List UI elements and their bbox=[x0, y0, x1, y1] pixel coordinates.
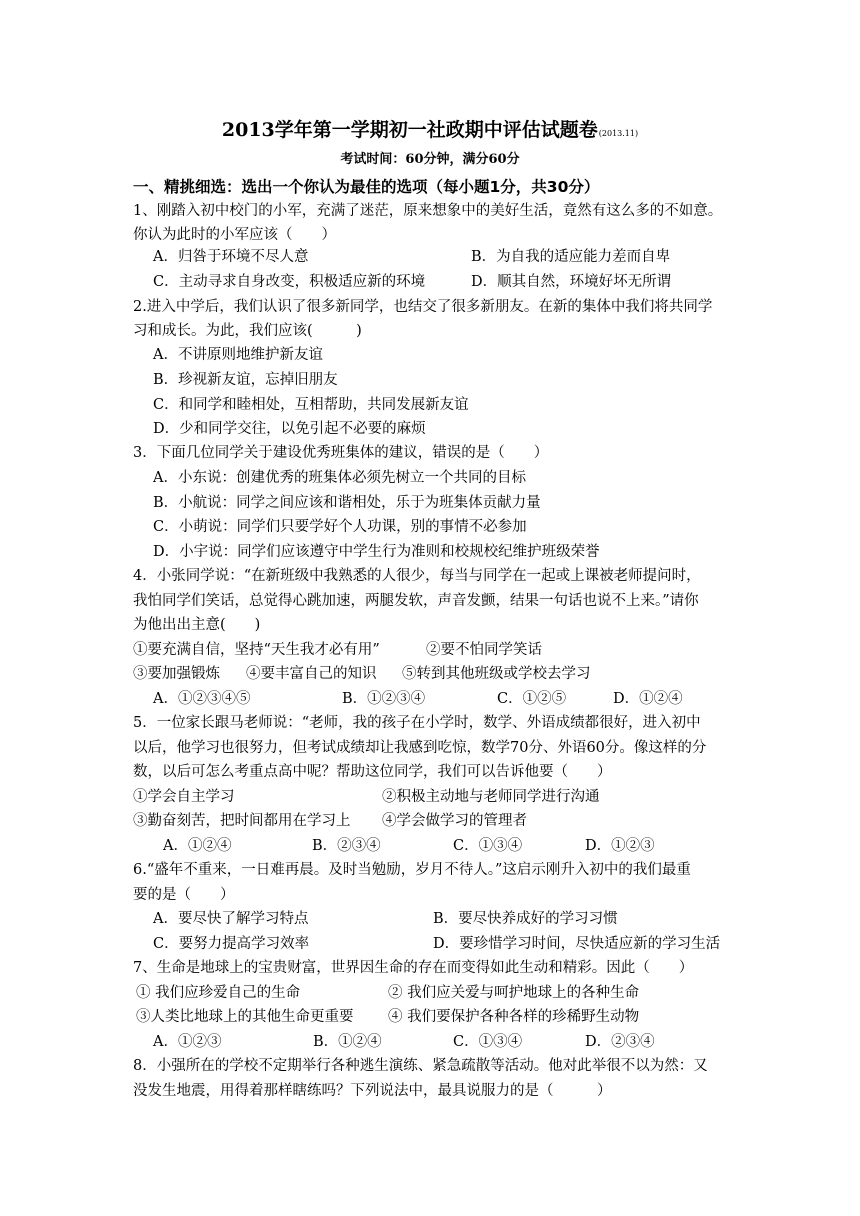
q7-option-c: C．①③④ bbox=[453, 1034, 523, 1050]
exam-subtitle: 考试时间：60分钟，满分60分 bbox=[340, 152, 520, 167]
q3-option-d: D．小宇说：同学们应该遵守中学生行为准则和校规校纪维护班级荣誉 bbox=[153, 544, 600, 560]
q3-option-c: C．小萌说：同学们只要学好个人功课，别的事情不必参加 bbox=[153, 519, 527, 535]
q4-stem-line1: 4．小张同学说：“在新班级中我熟悉的人很少，每当与同学在一起或上课被老师提问时， bbox=[133, 568, 701, 584]
q7-option-d: D．②③④ bbox=[585, 1034, 655, 1050]
q6-stem-line1: 6.“盛年不重来，一日难再晨。及时当勉励，岁月不待人。”这启示刚升入初中的我们最重 bbox=[133, 862, 691, 878]
q1-option-c: C．主动寻求自身改变，积极适应新的环境 bbox=[153, 274, 426, 290]
q4-statement-4: ④要丰富自己的知识 bbox=[246, 666, 377, 682]
q6-option-b: B．要尽快养成好的学习习惯 bbox=[433, 911, 618, 927]
q5-option-d: D．①②③ bbox=[585, 838, 655, 854]
q4-stem-line2: 我怕同学们笑话，总觉得心跳加速，两腿发软，声音发颤，结果一句话也说不上来。”请你 bbox=[133, 593, 699, 609]
q5-option-c: C．①③④ bbox=[453, 838, 523, 854]
exam-title-text: 2013学年第一学期初一社政期中评估试题卷 bbox=[221, 119, 598, 141]
exam-date: (2013.11) bbox=[598, 129, 639, 138]
q7-statement-2: ② 我们应关爱与呵护地球上的各种生命 bbox=[388, 985, 640, 1001]
q7-statement-3: ③人类比地球上的其他生命更重要 bbox=[136, 1009, 354, 1025]
q5-statement-1: ①学会自主学习 bbox=[133, 789, 235, 805]
q1-stem-line1: 1、刚踏入初中校门的小军，充满了迷茫，原来想象中的美好生活，竟然有这么多的不如意。 bbox=[133, 203, 723, 219]
q4-option-d: D．①②④ bbox=[613, 691, 683, 707]
q5-option-b: B．②③④ bbox=[312, 838, 381, 854]
q5-statement-3: ③勤奋刻苦，把时间都用在学习上 bbox=[133, 813, 351, 829]
section-heading: 一、精挑细选：选出一个你认为最佳的选项（每小题1分，共30分） bbox=[133, 178, 600, 196]
q3-option-a: A．小东说：创建优秀的班集体必须先树立一个共同的目标 bbox=[153, 470, 526, 486]
q3-option-b: B．小航说：同学之间应该和谐相处，乐于为班集体贡献力量 bbox=[153, 495, 541, 511]
q4-stem-line3: 为他出出主意( ) bbox=[133, 617, 261, 633]
q4-statement-5: ⑤转到其他班级或学校去学习 bbox=[402, 666, 591, 682]
q1-option-b: B．为自我的适应能力差而自卑 bbox=[471, 249, 671, 265]
q4-statement-3: ③要加强锻炼 bbox=[133, 666, 220, 682]
q2-stem-line1: 2.进入中学后，我们认识了很多新同学，也结交了很多新朋友。在新的集体中我们将共同学 bbox=[133, 299, 713, 315]
q4-statement-2: ②要不怕同学笑话 bbox=[426, 642, 542, 658]
q1-option-d: D．顺其自然，环境好坏无所谓 bbox=[471, 274, 672, 290]
q3-stem-line1: 3．下面几位同学关于建设优秀班集体的建议，错误的是（ ） bbox=[133, 445, 549, 461]
q2-option-c: C．和同学和睦相处，互相帮助，共同发展新友谊 bbox=[153, 397, 469, 413]
q7-statement-1: ① 我们应珍爱自己的生命 bbox=[136, 985, 301, 1001]
q1-option-a: A．归咎于环境不尽人意 bbox=[153, 249, 309, 265]
q6-option-c: C．要努力提高学习效率 bbox=[153, 936, 310, 952]
q4-option-b: B．①②③④ bbox=[342, 691, 426, 707]
q7-statement-4: ④ 我们要保护各种各样的珍稀野生动物 bbox=[388, 1009, 640, 1025]
q4-option-a: A．①②③④⑤ bbox=[153, 691, 251, 707]
q6-option-d: D．要珍惜学习时间，尽快适应新的学习生活 bbox=[433, 936, 721, 952]
q5-statement-4: ④学会做学习的管理者 bbox=[382, 813, 527, 829]
q8-stem-line1: 8．小强所在的学校不定期举行各种逃生演练、紧急疏散等活动。他对此举很不以为然：又 bbox=[133, 1058, 708, 1074]
q2-stem-line2: 习和成长。为此，我们应该( ) bbox=[133, 323, 362, 339]
exam-title bbox=[0, 118, 860, 146]
q5-statement-2: ②积极主动地与老师同学进行沟通 bbox=[382, 789, 600, 805]
q7-option-a: A．①②③ bbox=[153, 1034, 222, 1050]
q4-option-c: C．①②⑤ bbox=[497, 691, 567, 707]
q5-stem-line1: 5．一位家长跟马老师说：“老师，我的孩子在小学时，数学、外语成绩都很好，进入初中 bbox=[133, 715, 701, 731]
q5-stem-line2: 以后，他学习也很努力，但考试成绩却让我感到吃惊，数学70分、外语60分。像这样的分 bbox=[133, 740, 707, 756]
q2-option-d: D．少和同学交往，以免引起不必要的麻烦 bbox=[153, 421, 426, 437]
q2-option-a: A．不讲原则地维护新友谊 bbox=[153, 347, 323, 363]
q5-option-a: A．①②④ bbox=[163, 838, 232, 854]
q2-option-b: B．珍视新友谊，忘掉旧朋友 bbox=[153, 372, 338, 388]
q6-stem-line2: 要的是（ ） bbox=[133, 887, 235, 903]
q7-option-b: B．①②④ bbox=[313, 1034, 382, 1050]
q5-stem-line3: 数，以后可怎么考重点高中呢？帮助这位同学，我们可以告诉他要（ ） bbox=[133, 764, 612, 780]
q1-stem-line2: 你认为此时的小军应该（ ） bbox=[133, 227, 336, 243]
q4-statement-1: ①要充满自信，坚持“天生我才必有用” bbox=[133, 642, 380, 658]
q8-stem-line2: 没发生地震，用得着那样瞎练吗？下列说法中，最具说服力的是（ ） bbox=[133, 1083, 612, 1099]
q7-stem-line1: 7、生命是地球上的宝贵财富，世界因生命的存在而变得如此生动和精彩。因此（ ） bbox=[133, 960, 694, 976]
q6-option-a: A．要尽快了解学习特点 bbox=[153, 911, 309, 927]
